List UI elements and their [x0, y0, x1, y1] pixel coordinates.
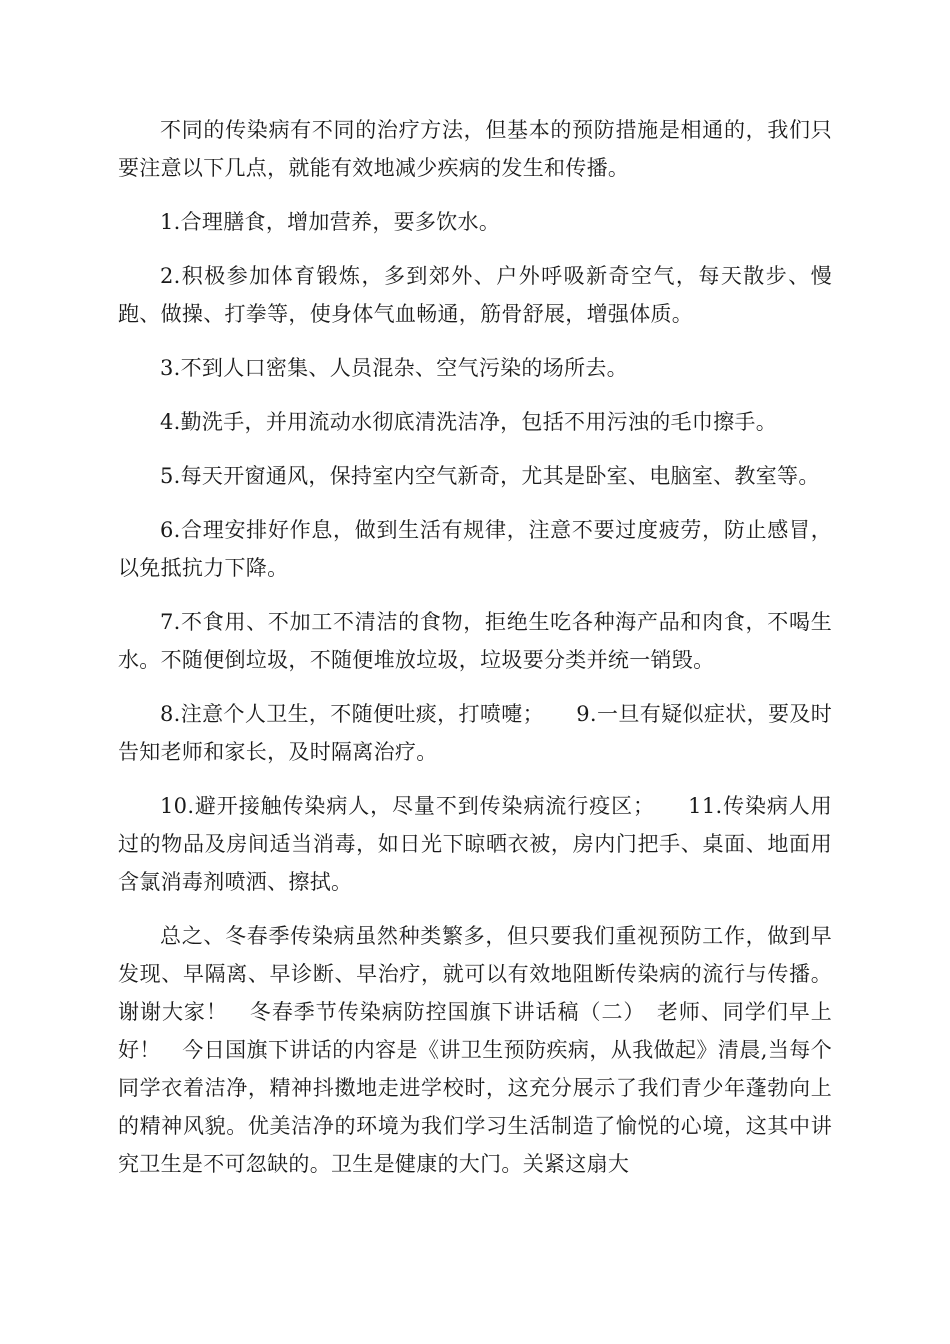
paragraph-item-10-11: 10.避开接触传染病人，尽量不到传染病流行疫区； 11.传染病人用过的物品及房间适当消毒，如日光下晾晒衣被，房内门把手、桌面、地面用含氯消毒剂喷洒、擦拭。	[118, 794, 832, 894]
paragraph-intro: 不同的传染病有不同的治疗方法，但基本的预防措施是相通的，我们只要注意以下几点，就能有效地减少疾病的发生和传播。	[118, 118, 832, 180]
paragraph-item-7: 7.不食用、不加工不清洁的食物，拒绝生吃各种海产品和肉食，不喝生水。不随便倒垃圾，不随便堆放垃圾，垃圾要分类并统一销毁。	[118, 610, 832, 672]
paragraph-conclusion: 总之、冬春季传染病虽然种类繁多，但只要我们重视预防工作，做到早发现、早隔离、早诊断、早治疗，就可以有效地阻断传染病的流行与传播。谢谢大家！ 冬春季节传染病防控国旗下讲话稿（二） 老师、同学们早上好！ 今日国旗下讲话的内容是《讲卫生预防疾病，从我做起》清晨,当每个同学衣着洁净，精神抖擞地走进学校时，这充分展示了我们青少年蓬勃向上的精神风貌。优美洁净的环境为我们学习生活制造了愉悦的心境，这其中讲究卫生是不可忽缺的。卫生是健康的大门。关紧这扇大	[118, 924, 832, 1176]
paragraph-item-2: 2.积极参加体育锻炼，多到郊外、户外呼吸新奇空气，每天散步、慢跑、做操、打拳等，使身体气血畅通，筋骨舒展，增强体质。	[118, 264, 832, 326]
paragraph-item-3: 3.不到人口密集、人员混杂、空气污染的场所去。	[160, 356, 628, 380]
paragraph-item-8-9: 8.注意个人卫生，不随便吐痰，打喷嚏； 9.一旦有疑似症状，要及时告知老师和家长，及时隔离治疗。	[118, 702, 832, 764]
paragraph-item-5: 5.每天开窗通风，保持室内空气新奇，尤其是卧室、电脑室、教室等。	[160, 464, 820, 488]
paragraph-item-6: 6.合理安排好作息，做到生活有规律，注意不要过度疲劳，防止感冒，以免抵抗力下降。	[118, 518, 832, 580]
paragraph-item-4: 4.勤洗手，并用流动水彻底清洗洁净，包括不用污浊的毛巾擦手。	[160, 410, 778, 434]
paragraph-item-1: 1.合理膳食，增加营养，要多饮水。	[160, 210, 501, 234]
